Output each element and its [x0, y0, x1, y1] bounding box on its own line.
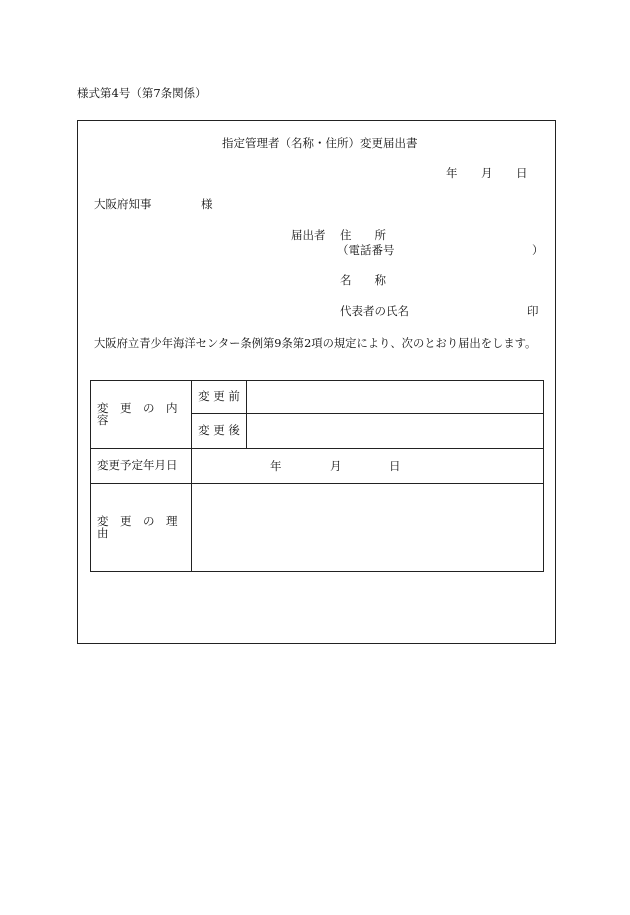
date-value-day: 日	[389, 459, 401, 473]
reason-value[interactable]	[192, 484, 544, 572]
addressee-name: 大阪府知事	[94, 197, 152, 211]
name-label: 名 称	[340, 273, 386, 287]
representative-label: 代表者の氏名	[340, 304, 409, 318]
form-number: 様式第4号（第7条関係）	[77, 86, 207, 100]
seal-mark: 印	[527, 304, 539, 318]
reason-label: 変 更 の 理 由	[91, 484, 192, 572]
date-value[interactable]	[192, 449, 544, 484]
after-value[interactable]	[247, 414, 544, 449]
addressee-honorific: 様	[201, 197, 213, 211]
change-table	[90, 380, 544, 572]
date-value-month: 月	[330, 459, 342, 473]
date-year: 年	[446, 166, 458, 180]
table-row	[91, 484, 544, 572]
after-label: 変 更 後	[192, 414, 247, 449]
table-row	[91, 381, 544, 414]
date-day: 日	[516, 166, 528, 180]
before-value[interactable]	[247, 381, 544, 414]
date-label: 変更予定年月日	[91, 449, 192, 484]
date-value-year: 年	[270, 459, 282, 473]
content-label: 変 更 の 内 容	[91, 381, 192, 449]
phone-label: （電話番号	[337, 243, 395, 257]
applicant-label: 届出者	[291, 228, 326, 242]
address-label: 住 所	[340, 228, 386, 242]
form-title: 指定管理者（名称・住所）変更届出書	[222, 136, 418, 150]
phone-close: ）	[532, 243, 544, 257]
date-month: 月	[481, 166, 493, 180]
table-row	[91, 449, 544, 484]
statement: 大阪府立青少年海洋センター条例第9条第2項の規定により、次のとおり届出をします。	[94, 337, 537, 350]
before-label: 変 更 前	[192, 381, 247, 414]
